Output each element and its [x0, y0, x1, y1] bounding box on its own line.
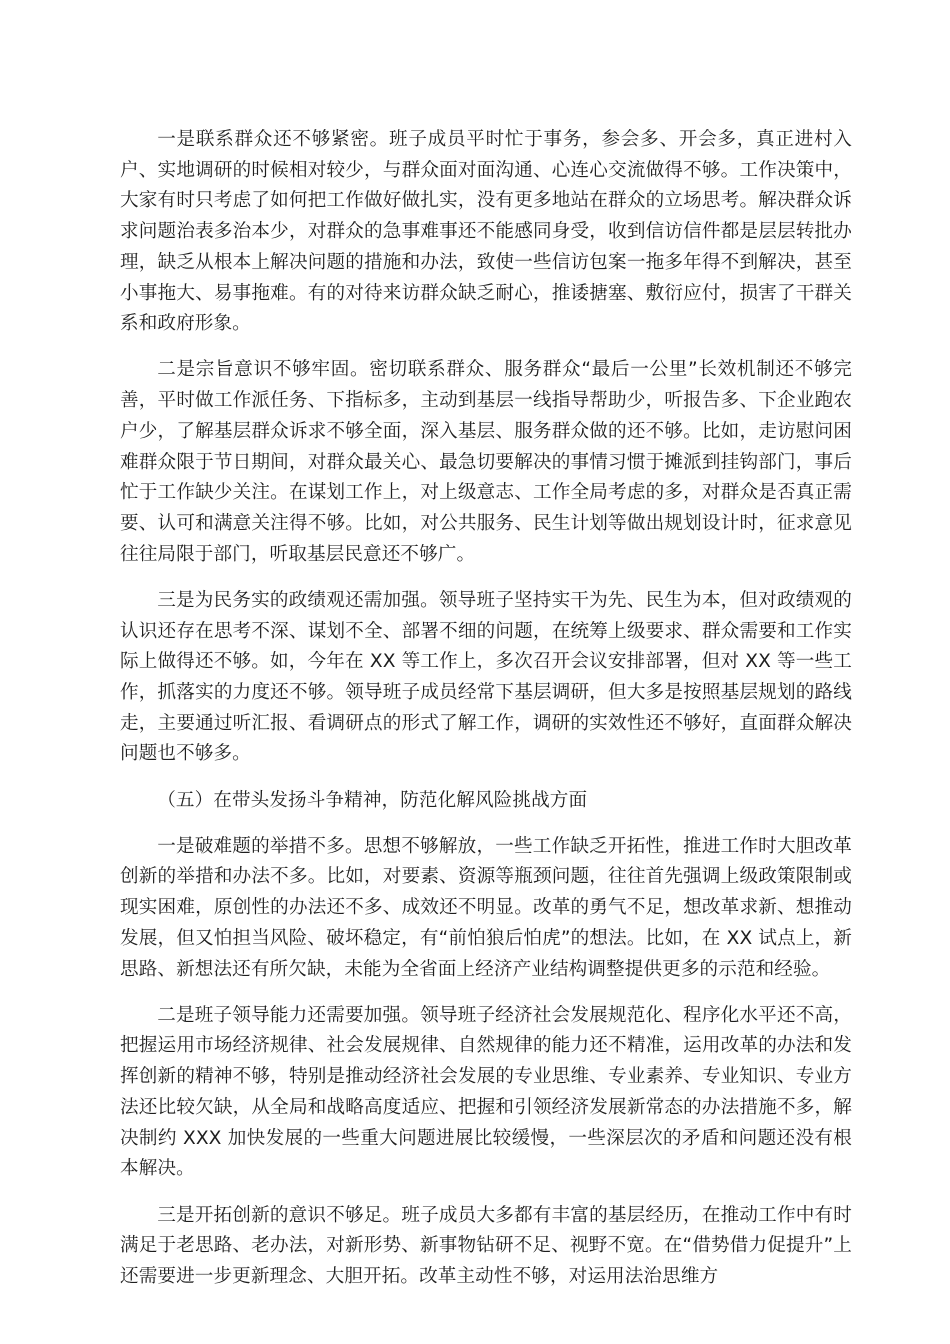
paragraph-contact-masses: 一是联系群众还不够紧密。班子成员平时忙于事务，参会多、开会多，真正进村入户、实地调研的时候相对较少，与群众面对面沟通、心连心交流做得不够。工作决策中，大家有时只考虑了如何把工作做好做扎实，没有更多地站在群众的立场思考。解决群众诉求问题治表多治本少，对群众的急事难事还不能感同身受，收到信访信件都是层层转批办理，缺乏从根本上解决问题的措施和办法，致使一些信访包案一拖多年得不到解决，甚至小事拖大、易事拖难。有的对待来访群众缺乏耐心，推诿搪塞、敷衍应付，损害了干群关系和政府形象。 — [120, 129, 852, 335]
section-heading-five: （五）在带头发扬斗争精神，防范化解风险挑战方面 — [157, 789, 588, 811]
paragraph-leadership-ability: 二是班子领导能力还需要加强。领导班子经济社会发展规范化、程序化水平还不高，把握运用市场经济规律、社会发展规律、自然规律的能力还不精准，运用改革的办法和发挥创新的精神不够，特别是推动经济社会发展的专业思维、专业素养、专业知识、专业方法还比较欠缺，从全局和战略高度适应、把握和引领经济发展新常态的办法措施不多，解决制约 XXX 加快发展的一些重大问题进展比较缓慢，一些深层次的矛盾和问题还没有根本解决。 — [120, 1004, 852, 1180]
document-body — [120, 125, 852, 1308]
paragraph-purpose-awareness: 二是宗旨意识不够牢固。密切联系群众、服务群众“最后一公里”长效机制还不够完善，平时做工作派任务、下指标多，主动到基层一线指导帮助少，听报告多、下企业跑农户少，了解基层群众诉求不够全面，深入基层、服务群众做的还不够。比如，走访慰问困难群众限于节日期间，对群众最关心、最急切要解决的事情习惯于摊派到挂钩部门，事后忙于工作缺少关注。在谋划工作上，对上级意志、工作全局考虑的多，对群众是否真正需要、认可和满意关注得不够。比如，对公共服务、民生计划等做出规划设计时，征求意见往往局限于部门，听取基层民意还不够广。 — [120, 359, 852, 565]
paragraph-solving-problems: 一是破难题的举措不多。思想不够解放，一些工作缺乏开拓性，推进工作时大胆改革创新的举措和办法不多。比如，对要素、资源等瓶颈问题，往往首先强调上级政策限制或现实困难，原创性的办法还不多、成效还不明显。改革的勇气不足，想改革求新、想推动发展，但又怕担当风险、破坏稳定，有“前怕狼后怕虎”的想法。比如，在 XX 试点上，新思路、新想法还有所欠缺，未能为全省面上经济产业结构调整提供更多的示范和经验。 — [120, 835, 852, 980]
paragraph-innovation-awareness: 三是开拓创新的意识不够足。班子成员大多都有丰富的基层经历，在推动工作中有时满足于老思路、老办法，对新形势、新事物钻研不足、视野不宽。在“借势借力促提升”上还需要进一步更新理念、大胆开拓。改革主动性不够，对运用法治思维方 — [120, 1204, 852, 1287]
paragraph-performance-view: 三是为民务实的政绩观还需加强。领导班子坚持实干为先、民生为本，但对政绩观的认识还存在思考不深、谋划不全、部署不细的问题，在统筹上级要求、群众需要和工作实际上做得还不够。如，今年在 XX 等工作上，多次召开会议安排部署，但对 XX 等一些工作，抓落实的力度还不够。领导班子成员经常下基层调研，但大多是按照基层规划的路线走，主要通过听汇报、看调研点的形式了解工作，调研的实效性还不够好，直面群众解决问题也不够多。 — [120, 589, 852, 765]
